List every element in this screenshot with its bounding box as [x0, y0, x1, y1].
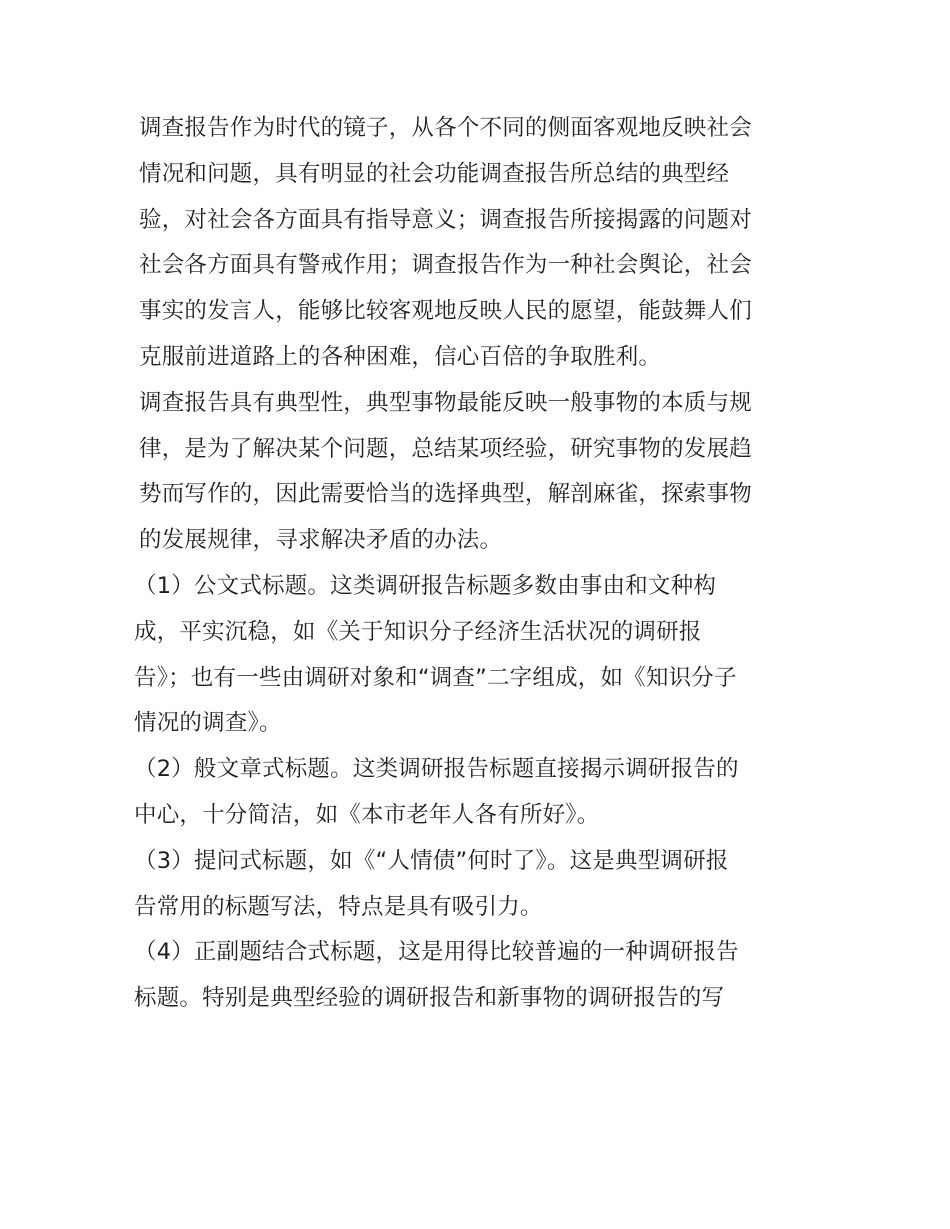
- text-line: 社会各方面具有警戒作用；调查报告作为一种社会舆论，社会: [139, 252, 752, 279]
- text-line: 事实的发言人，能够比较客观地反映人民的愿望，能鼓舞人们: [139, 298, 752, 325]
- text-line: 成，平实沉稳，如《关于知识分子经济生活状况的调研报: [134, 618, 702, 645]
- text-line: 告》；也有一些由调研对象和“调查”二字组成，如《知识分子: [134, 664, 737, 691]
- text-line: 调查报告具有典型性，典型事物最能反映一般事物的本质与规: [139, 389, 752, 416]
- text-line: （3）提问式标题，如《“人情债”何时了》。这是典型调研报: [134, 847, 729, 874]
- paragraph-typicality: [139, 381, 819, 564]
- text-line: 情况和问题，具有明显的社会功能调查报告所总结的典型经: [139, 160, 730, 187]
- text-line: 情况的调查》。: [134, 710, 282, 737]
- text-line: 的发展规律，寻求解决矛盾的办法。: [139, 527, 503, 554]
- text-line: 律，是为了解决某个问题，总结某项经验，研究事物的发展趋: [139, 435, 752, 462]
- text-line: 中心，十分简洁，如《本市老年人各有所好》。: [134, 801, 600, 828]
- text-line: 势而写作的，因此需要恰当的选择典型，解剖麻雀，探索事物: [139, 481, 752, 508]
- text-line: 克服前进道路上的各种困难，信心百倍的争取胜利。: [139, 343, 662, 370]
- text-line: 告常用的标题写法，特点是具有吸引力。: [134, 893, 543, 920]
- paragraph-article-title: [134, 747, 819, 839]
- document-body: [134, 106, 819, 1022]
- paragraph-social-function: [139, 106, 819, 381]
- paragraph-combined-title: [134, 930, 819, 1022]
- text-line: （4）正副题结合式标题，这是用得比较普遍的一种调研报告: [134, 939, 739, 966]
- paragraph-question-title: [134, 839, 819, 931]
- text-line: （1）公文式标题。这类调研报告标题多数由事由和文种构: [134, 572, 717, 599]
- text-line: （2）般文章式标题。这类调研报告标题直接揭示调研报告的: [134, 756, 739, 783]
- text-line: 调查报告作为时代的镜子，从各个不同的侧面客观地反映社会: [139, 115, 752, 141]
- text-line: 标题。特别是典型经验的调研报告和新事物的调研报告的写: [134, 985, 725, 1012]
- text-line: 验，对社会各方面具有指导意义；调查报告所接揭露的问题对: [139, 206, 752, 233]
- paragraph-official-title: [134, 564, 819, 747]
